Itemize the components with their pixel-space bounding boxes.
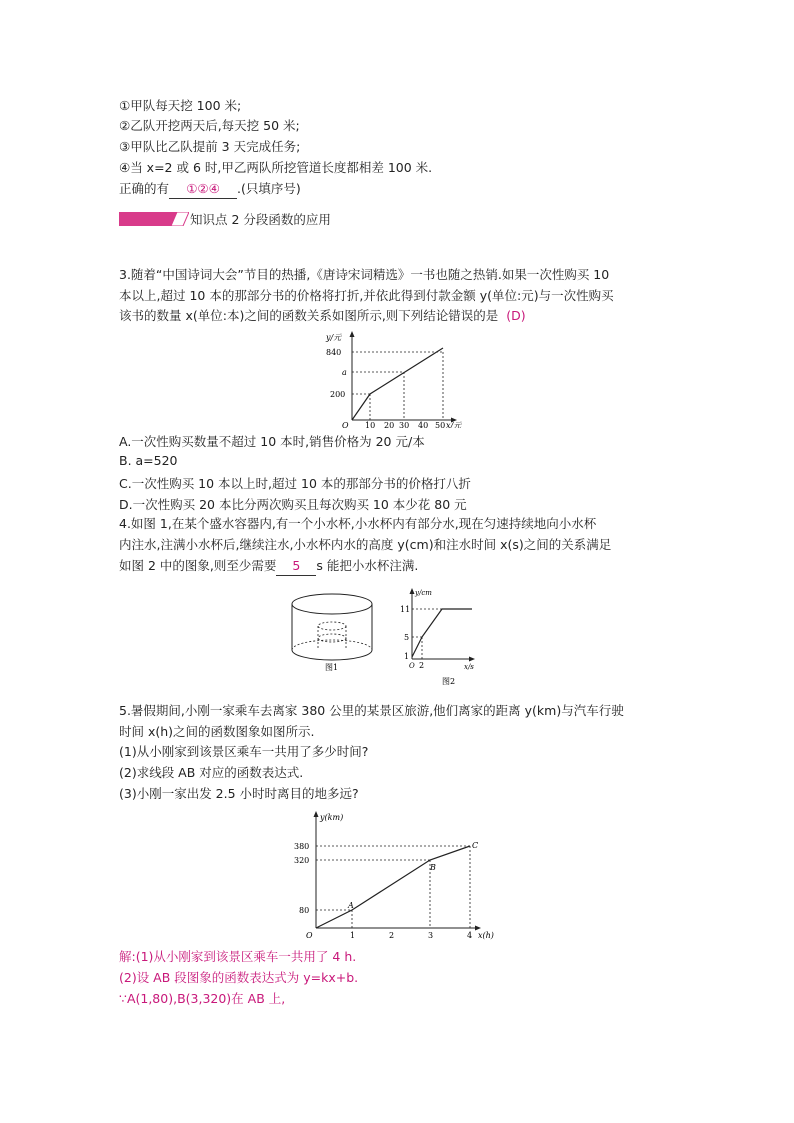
section-title: 知识点 2 分段函数的应用 (190, 212, 331, 227)
q3-xtick-20: 20 (384, 421, 395, 428)
q2-item-3: ③甲队比乙队提前 3 天完成任务; (119, 139, 301, 154)
q3-option-c: C.一次性购买 10 本以上时,超过 10 本的那部分书的价格打八折 (119, 476, 471, 491)
q4-fig2-caption: 图2 (442, 677, 456, 686)
q3-xtick-10: 10 (365, 421, 376, 428)
q2-answer: ①②④ (169, 180, 237, 199)
q3-ytick-200: 200 (330, 390, 346, 399)
q3-line-2: 本以上,超过 10 本的那部分书的价格将打折,并依此得到付款金额 y(单位:元)与一次性购买 (119, 288, 614, 303)
q5-line-2: 时间 x(h)之间的函数图象如图所示. (119, 724, 315, 739)
q5-sub-1: (1)从小刚家到该景区乘车一共用了多少时间? (119, 744, 369, 759)
q2-answer-line (119, 180, 301, 199)
q4-ytick-1: 1 (404, 652, 410, 661)
q4-figure-2 (392, 587, 482, 687)
q5-xtick-3: 3 (428, 931, 434, 940)
q3-chart (322, 328, 472, 428)
q5-point-c: C (472, 841, 479, 850)
q3-line-1: 3.随着“中国诗词大会”节目的热播,《唐诗宋词精选》一书也随之热销.如果一次性购买 10 (119, 267, 610, 282)
q5-solution-1: 解:(1)从小刚家到该景区乘车一共用了 4 h. (119, 949, 357, 964)
q4-fig1-caption: 图1 (325, 663, 339, 672)
q4-xlabel: x/s (464, 663, 474, 671)
q4-line-3 (119, 557, 418, 576)
q4-xtick-2: 2 (419, 661, 425, 670)
q3-origin: O (342, 421, 349, 428)
q5-ytick-80: 80 (299, 906, 310, 915)
q4-ytick-5: 5 (404, 633, 410, 642)
section-banner-shape (119, 212, 189, 226)
q2-item-2: ②乙队开挖两天后,每天挖 50 米; (119, 118, 300, 133)
q3-xlabel: x/元 (446, 421, 462, 428)
q3-xtick-40: 40 (418, 421, 429, 428)
q4-line-2: 内注水,注满小水杯后,继续注水,小水杯内水的高度 y(cm)和注水时间 x(s)之间的关系满足 (119, 537, 612, 552)
q3-line-3-text: 该书的数量 x(单位:本)之间的函数关系如图所示,则下列结论错误的是 (119, 308, 499, 323)
q3-option-d: D.一次性购买 20 本比分两次购买且每次购买 10 本少花 80 元 (119, 497, 467, 512)
q5-solution-2: (2)设 AB 段图象的函数表达式为 y=kx+b. (119, 970, 359, 985)
q3-xtick-30: 30 (399, 421, 410, 428)
q5-xlabel: x(h) (478, 931, 494, 940)
q5-line-1: 5.暑假期间,小刚一家乘车去离家 380 公里的某景区旅游,他们离家的距离 y(km)与汽车行驶 (119, 703, 624, 718)
section-banner (119, 212, 189, 226)
q4-answer: 5 (276, 557, 316, 576)
q3-ytick-840: 840 (326, 348, 342, 357)
q5-sub-2: (2)求线段 AB 对应的函数表达式. (119, 765, 304, 780)
q5-xtick-1: 1 (350, 931, 356, 940)
q5-solution-3: ∵A(1,80),B(3,320)在 AB 上, (119, 991, 286, 1006)
q3-option-b: B. a=520 (119, 453, 178, 468)
q3-ylabel: y/元 (326, 333, 342, 342)
q2-item-1: ①甲队每天挖 100 米; (119, 98, 242, 113)
q5-point-b: B (430, 863, 436, 872)
q5-ytick-320: 320 (294, 856, 310, 865)
q5-sub-3: (3)小刚一家出发 2.5 小时时离目的地多远? (119, 786, 359, 801)
q5-xtick-4: 4 (467, 931, 473, 940)
q5-origin: O (306, 931, 313, 940)
q3-option-a: A.一次性购买数量不超过 10 本时,销售价格为 20 元/本 (119, 434, 425, 449)
q2-answer-prefix: 正确的有 (119, 181, 170, 196)
q2-item-4: ④当 x=2 或 6 时,甲乙两队所挖管道长度都相差 100 米. (119, 160, 433, 175)
q3-line-3 (119, 307, 526, 325)
q4-origin: O (409, 662, 415, 670)
q3-xtick-50: 50 (435, 421, 446, 428)
q4-line-3-prefix: 如图 2 中的图象,则至少需要 (119, 558, 277, 573)
q5-xtick-2: 2 (389, 931, 395, 940)
q5-ytick-380: 380 (294, 842, 310, 851)
q4-figure-1 (287, 592, 377, 672)
q4-ylabel: y/cm (415, 589, 432, 597)
q4-line-3-suffix: s 能把小水杯注满. (316, 558, 419, 573)
q5-chart (290, 808, 500, 944)
q3-ytick-a: a (342, 368, 347, 377)
q5-ylabel: y(km) (320, 813, 344, 822)
q3-answer: (D) (506, 308, 526, 323)
q4-line-1: 4.如图 1,在某个盛水容器内,有一个小水杯,小水杯内有部分水,现在匀速持续地向小水杯 (119, 516, 597, 531)
q4-ytick-11: 11 (400, 605, 411, 614)
q2-answer-suffix: .(只填序号) (237, 181, 301, 196)
q5-point-a: A (348, 901, 354, 910)
